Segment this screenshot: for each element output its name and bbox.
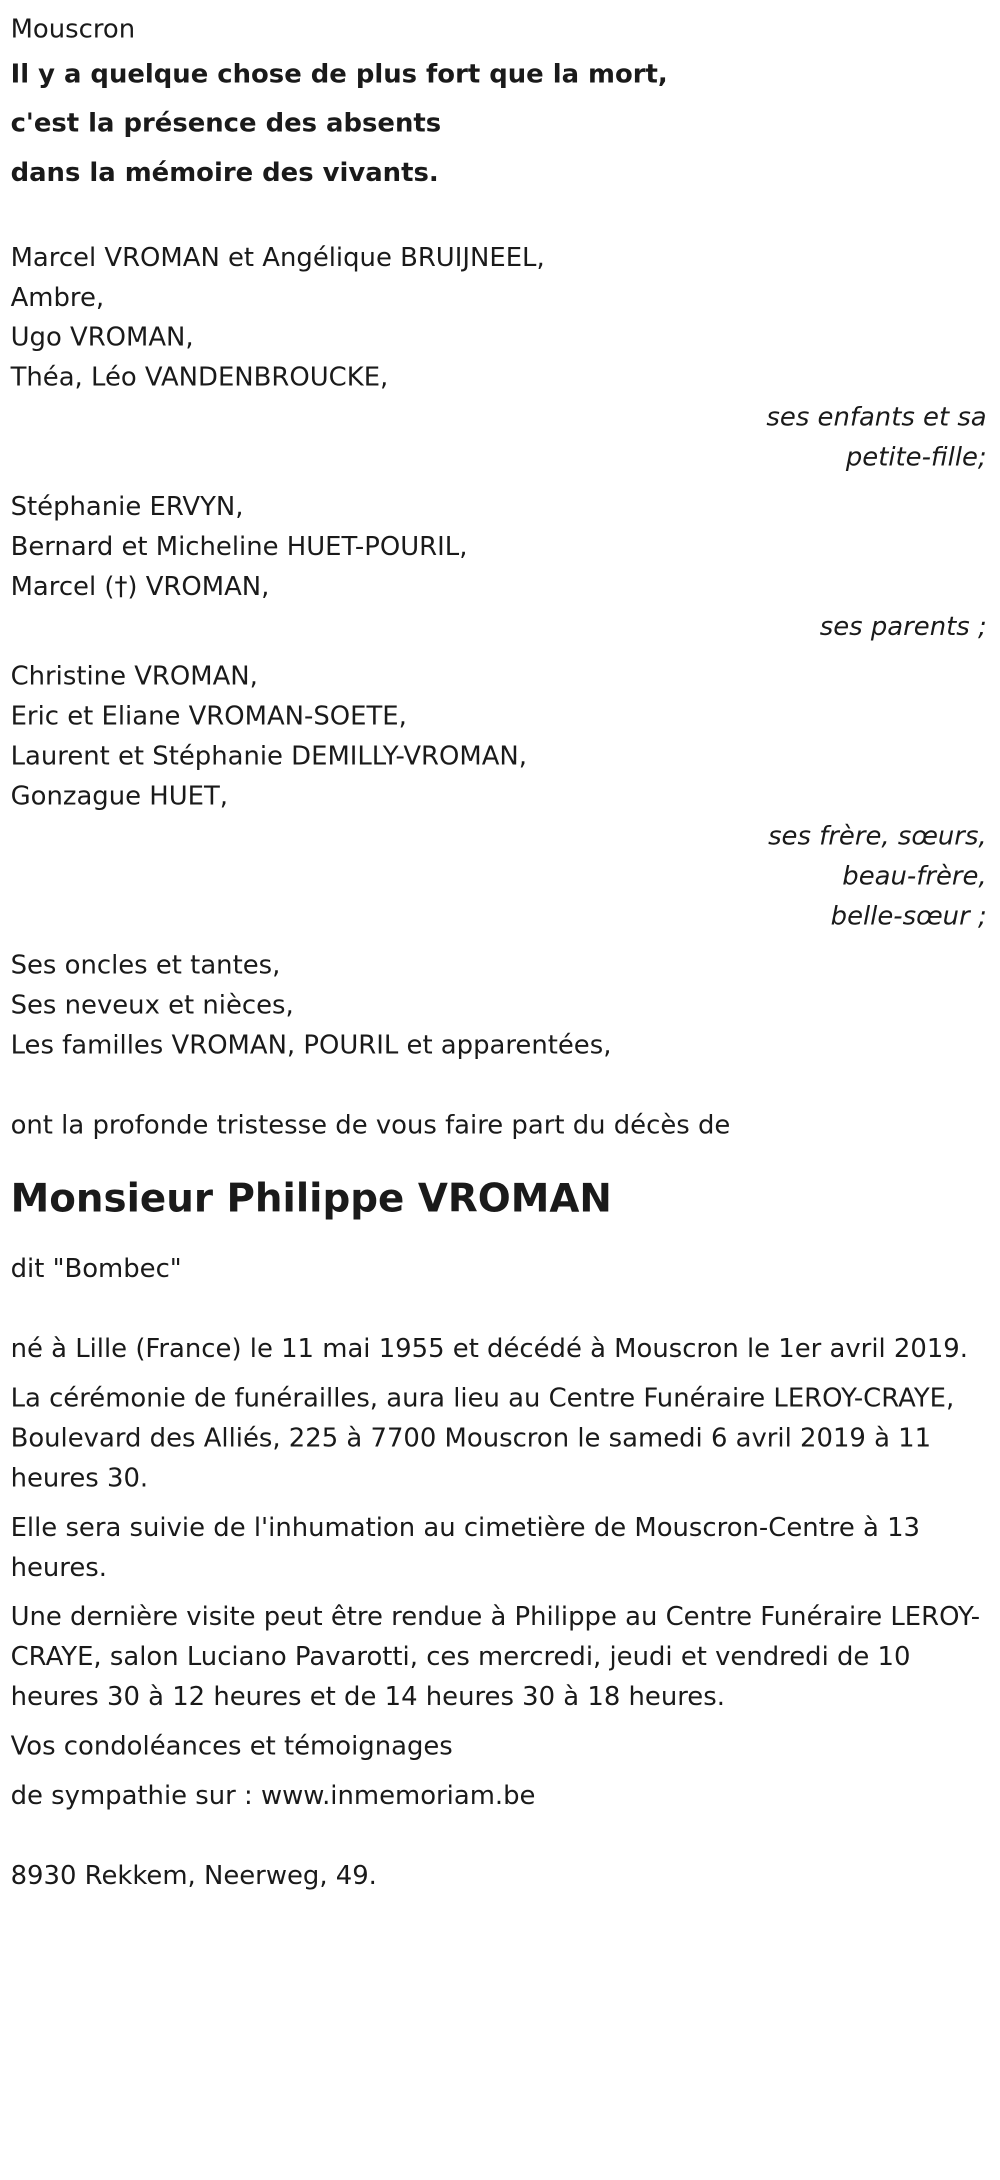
address: 8930 Rekkem, Neerweg, 49. <box>10 1861 377 1892</box>
paragraph-text: Elle sera suivie de l'inhumation au cimetière de Mouscron-Centre à 13 heures. <box>10 1513 920 1583</box>
family-name: Bernard et Micheline HUET-POURIL, <box>10 532 468 563</box>
memorial-quote <box>11 51 987 199</box>
family-name: Laurent et Stéphanie DEMILLY-VROMAN, <box>10 742 527 772</box>
family-name: Ses oncles et tantes, <box>10 951 281 981</box>
quote-line: dans la mémoire des vivants. <box>10 158 439 189</box>
paragraph-text: Une dernière visite peut être rendue à Philippe au Centre Funéraire LEROY-CRAYE, salon Luciano Pavarotti, ces mercredi, jeudi et vendredi de 10 heures 30 à 12 heures et de 14 heures 30 à 18 heures. <box>10 1602 981 1713</box>
condolences-block <box>11 1728 987 1817</box>
relation-label: beau-frère, <box>842 862 987 892</box>
condolences-line: Vos condoléances et témoignages <box>10 1732 453 1762</box>
birth-death-paragraph <box>11 1330 987 1370</box>
deceased-name: Monsieur Philippe VROMAN <box>10 1174 612 1221</box>
visit-paragraph <box>11 1598 987 1718</box>
siblings-group <box>11 657 987 937</box>
relation-label: ses enfants et sa <box>766 403 987 433</box>
family-name: Ambre, <box>10 283 105 313</box>
family-name: Stéphanie ERVYN, <box>10 492 244 523</box>
relation-label: ses parents ; <box>819 612 987 643</box>
family-name: Ugo VROMAN, <box>10 323 194 353</box>
family-name: Marcel (†) VROMAN, <box>10 572 270 603</box>
children-group <box>11 239 987 479</box>
family-name: Gonzague HUET, <box>10 782 229 812</box>
relation-label: belle-sœur ; <box>830 901 987 932</box>
nickname: dit "Bombec" <box>10 1254 182 1285</box>
relation-label: petite-fille; <box>845 443 987 473</box>
quote-line: c'est la présence des absents <box>10 109 442 139</box>
family-name: Ses neveux et nièces, <box>10 991 294 1021</box>
paragraph-text: né à Lille (France) le 11 mai 1955 et décédé à Mouscron le 1er avril 2019. <box>10 1334 968 1365</box>
burial-paragraph <box>11 1509 987 1589</box>
quote-line: Il y a quelque chose de plus fort que la mort, <box>10 59 668 90</box>
city-header: Mouscron <box>10 15 136 45</box>
condolences-line: de sympathie sur : www.inmemoriam.be <box>10 1781 536 1812</box>
family-name: Eric et Eliane VROMAN-SOETE, <box>10 702 407 732</box>
family-name: Théa, Léo VANDENBROUCKE, <box>10 363 389 393</box>
announcement-text: ont la profonde tristesse de vous faire part du décès de <box>10 1111 731 1141</box>
family-name: Christine VROMAN, <box>10 662 258 692</box>
paragraph-text: La cérémonie de funérailles, aura lieu au Centre Funéraire LEROY-CRAYE, Boulevard des Alliés, 225 à 7700 Mouscron le samedi 6 avril 2019 à 11 heures 30. <box>10 1384 955 1494</box>
relation-label: ses frère, sœurs, <box>768 822 987 852</box>
family-name: Marcel VROMAN et Angélique BRUIJNEEL, <box>10 243 545 273</box>
family-name: Les familles VROMAN, POURIL et apparentées, <box>10 1031 612 1061</box>
funeral-paragraph <box>11 1379 987 1499</box>
obituary-content <box>11 11 987 1897</box>
parents-group <box>11 488 987 648</box>
extended-family-group <box>11 947 987 1067</box>
